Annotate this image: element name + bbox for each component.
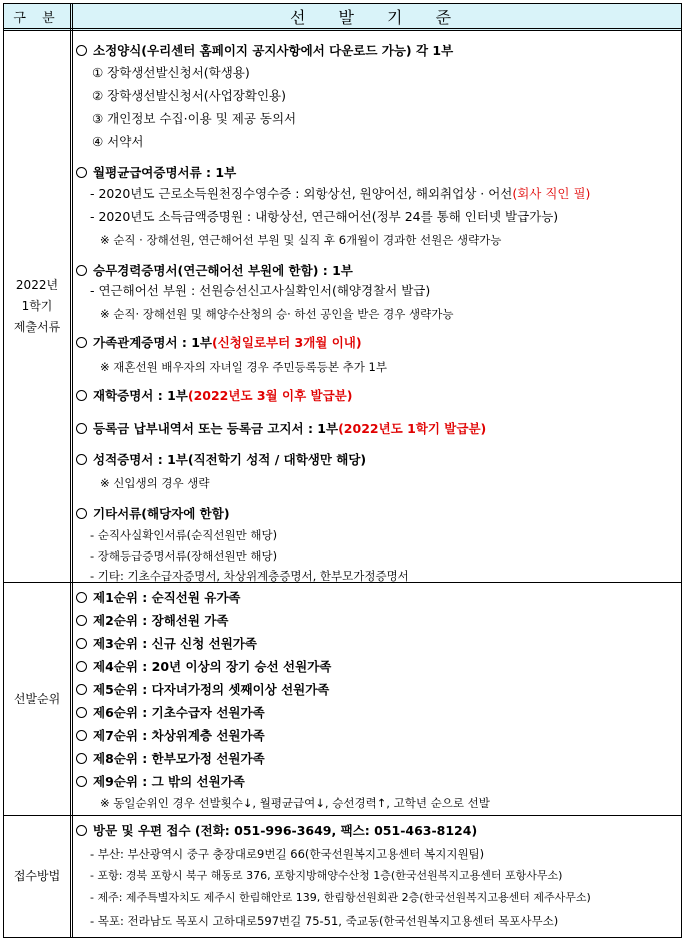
circle-bullet-icon [76,825,87,836]
circle-bullet-icon [76,423,87,434]
section-title: 성적증명서 : 1부(직전학기 성적 / 대학생만 해당) [76,451,366,469]
priority-item: 제3순위 : 신규 신청 선원가족 [76,635,257,653]
list-item: ③ 개인정보 수집·이용 및 제공 동의서 [92,111,297,126]
list-item: ④ 서약서 [92,134,144,149]
circle-bullet-icon [76,592,87,603]
circle-bullet-icon [76,638,87,649]
list-item: - 기타: 기초수급자증명서, 차상위계층증명서, 한부모가정증명서 [90,569,409,583]
priority-content [76,583,680,815]
circle-bullet-icon [76,753,87,764]
circle-bullet-icon [76,265,87,276]
note: ※ 재혼선원 배우자의 자녀일 경우 주민등록등본 추가 1부 [100,360,387,374]
list-item: - 2020년도 소득금액증명원 : 내항상선, 연근해어선(정부 24를 통해 인터넷 발급가능) [90,209,559,224]
note: ※ 동일순위인 경우 선발횟수↓, 월평균급여↓, 승선경력↑, 고학년 순으로 선발 [100,796,490,810]
priority-item: 제9순위 : 그 밖의 선원가족 [76,773,245,791]
priority-item: 제4순위 : 20년 이상의 장기 승선 선원가족 [76,658,331,676]
criteria-table [3,3,682,938]
circle-bullet-icon [76,337,87,348]
documents-content [76,31,680,582]
label-submission: 접수방법 [13,869,61,883]
section-title: 등록금 납부내역서 또는 등록금 고지서 : 1부(2022년도 1학기 발급분) [76,420,486,438]
section-title: 재학증명서 : 1부(2022년도 3월 이후 발급분) [76,387,352,405]
section-title: 가족관계증명서 : 1부(신청일로부터 3개월 이내) [76,334,362,352]
column-divider [70,4,73,937]
circle-bullet-icon [76,615,87,626]
circle-bullet-icon [76,508,87,519]
section-title: 월평균급여증명서류 : 1부 [76,164,236,182]
circle-bullet-icon [76,661,87,672]
circle-bullet-icon [76,454,87,465]
note: ※ 신입생의 경우 생략 [100,476,210,490]
list-item: - 2020년도 근로소득원천징수영수증 : 외항상선, 원양어선, 해외취업상 · 어선(회사 직인 필) [90,186,591,201]
list-item: - 순직사실확인서류(순직선원만 해당) [90,528,278,542]
address-line: - 목포: 전라남도 목포시 고하대로597번길 75-51, 죽교동(한국선원복지고용센터 목포사무소) [90,914,559,928]
section-title: 승무경력증명서(연근해어선 부원에 한함) : 1부 [76,262,353,280]
circle-bullet-icon [76,707,87,718]
circle-bullet-icon [76,730,87,741]
circle-bullet-icon [76,167,87,178]
address-line: - 포항: 경북 포항시 북구 해동로 376, 포항지방해양수산청 1층(한국선원복지고용센터 포항사무소) [90,869,563,882]
label-line: 1학기 [21,299,53,313]
priority-item: 제2순위 : 장해선원 가족 [76,612,228,630]
circle-bullet-icon [76,684,87,695]
submission-content [76,816,680,937]
priority-item: 제7순위 : 차상위계층 선원가족 [76,727,265,745]
circle-bullet-icon [76,390,87,401]
note: ※ 순직 · 장해선원, 연근해어선 부원 및 실직 후 6개월이 경과한 선원은 생략가능 [100,233,502,247]
priority-item: 제5순위 : 다자녀가정의 셋째이상 선원가족 [76,681,329,699]
label-line: 제출서류 [13,320,61,334]
address-line: - 제주: 제주특별자치도 제주시 한림해안로 139, 한림항선원회관 2층(한국선원복지고용센터 제주사무소) [90,891,591,904]
circle-bullet-icon [76,45,87,56]
note: ※ 순직· 장해선원 및 해양수산청의 승· 하선 공인을 받은 경우 생략가능 [100,307,454,321]
section-title: 소정양식(우리센터 홈페이지 공지사항에서 다운로드 가능) 각 1부 [76,42,453,60]
list-item: ② 장학생선발신청서(사업장확인용) [92,88,286,103]
section-title: 기타서류(해당자에 한함) [76,505,230,523]
priority-item: 제8순위 : 한부모가정 선원가족 [76,750,265,768]
list-item: - 연근해어선 부원 : 선원승선신고사실확인서(해양경찰서 발급) [90,283,431,298]
table-header [4,4,681,31]
label-priority: 선발순위 [13,691,61,706]
circle-bullet-icon [76,776,87,787]
priority-item: 제1순위 : 순직선원 유가족 [76,589,241,607]
label-documents [4,31,70,582]
submission-title: 방문 및 우편 접수 (전화: 051-996-3649, 팩스: 051-463-8124) [76,822,477,840]
address-line: - 부산: 부산광역시 중구 충장대로9번길 66(한국선원복지고용센터 복지지원팀) [90,847,485,861]
header-criteria: 선 발 기 준 [289,7,466,27]
label-line: 2022년 [15,278,59,292]
list-item: - 장해등급증명서류(장해선원만 해당) [90,549,278,563]
priority-item: 제6순위 : 기초수급자 선원가족 [76,704,265,722]
header-category: 구 분 [13,10,61,26]
list-item: ① 장학생선발신청서(학생용) [92,65,250,80]
